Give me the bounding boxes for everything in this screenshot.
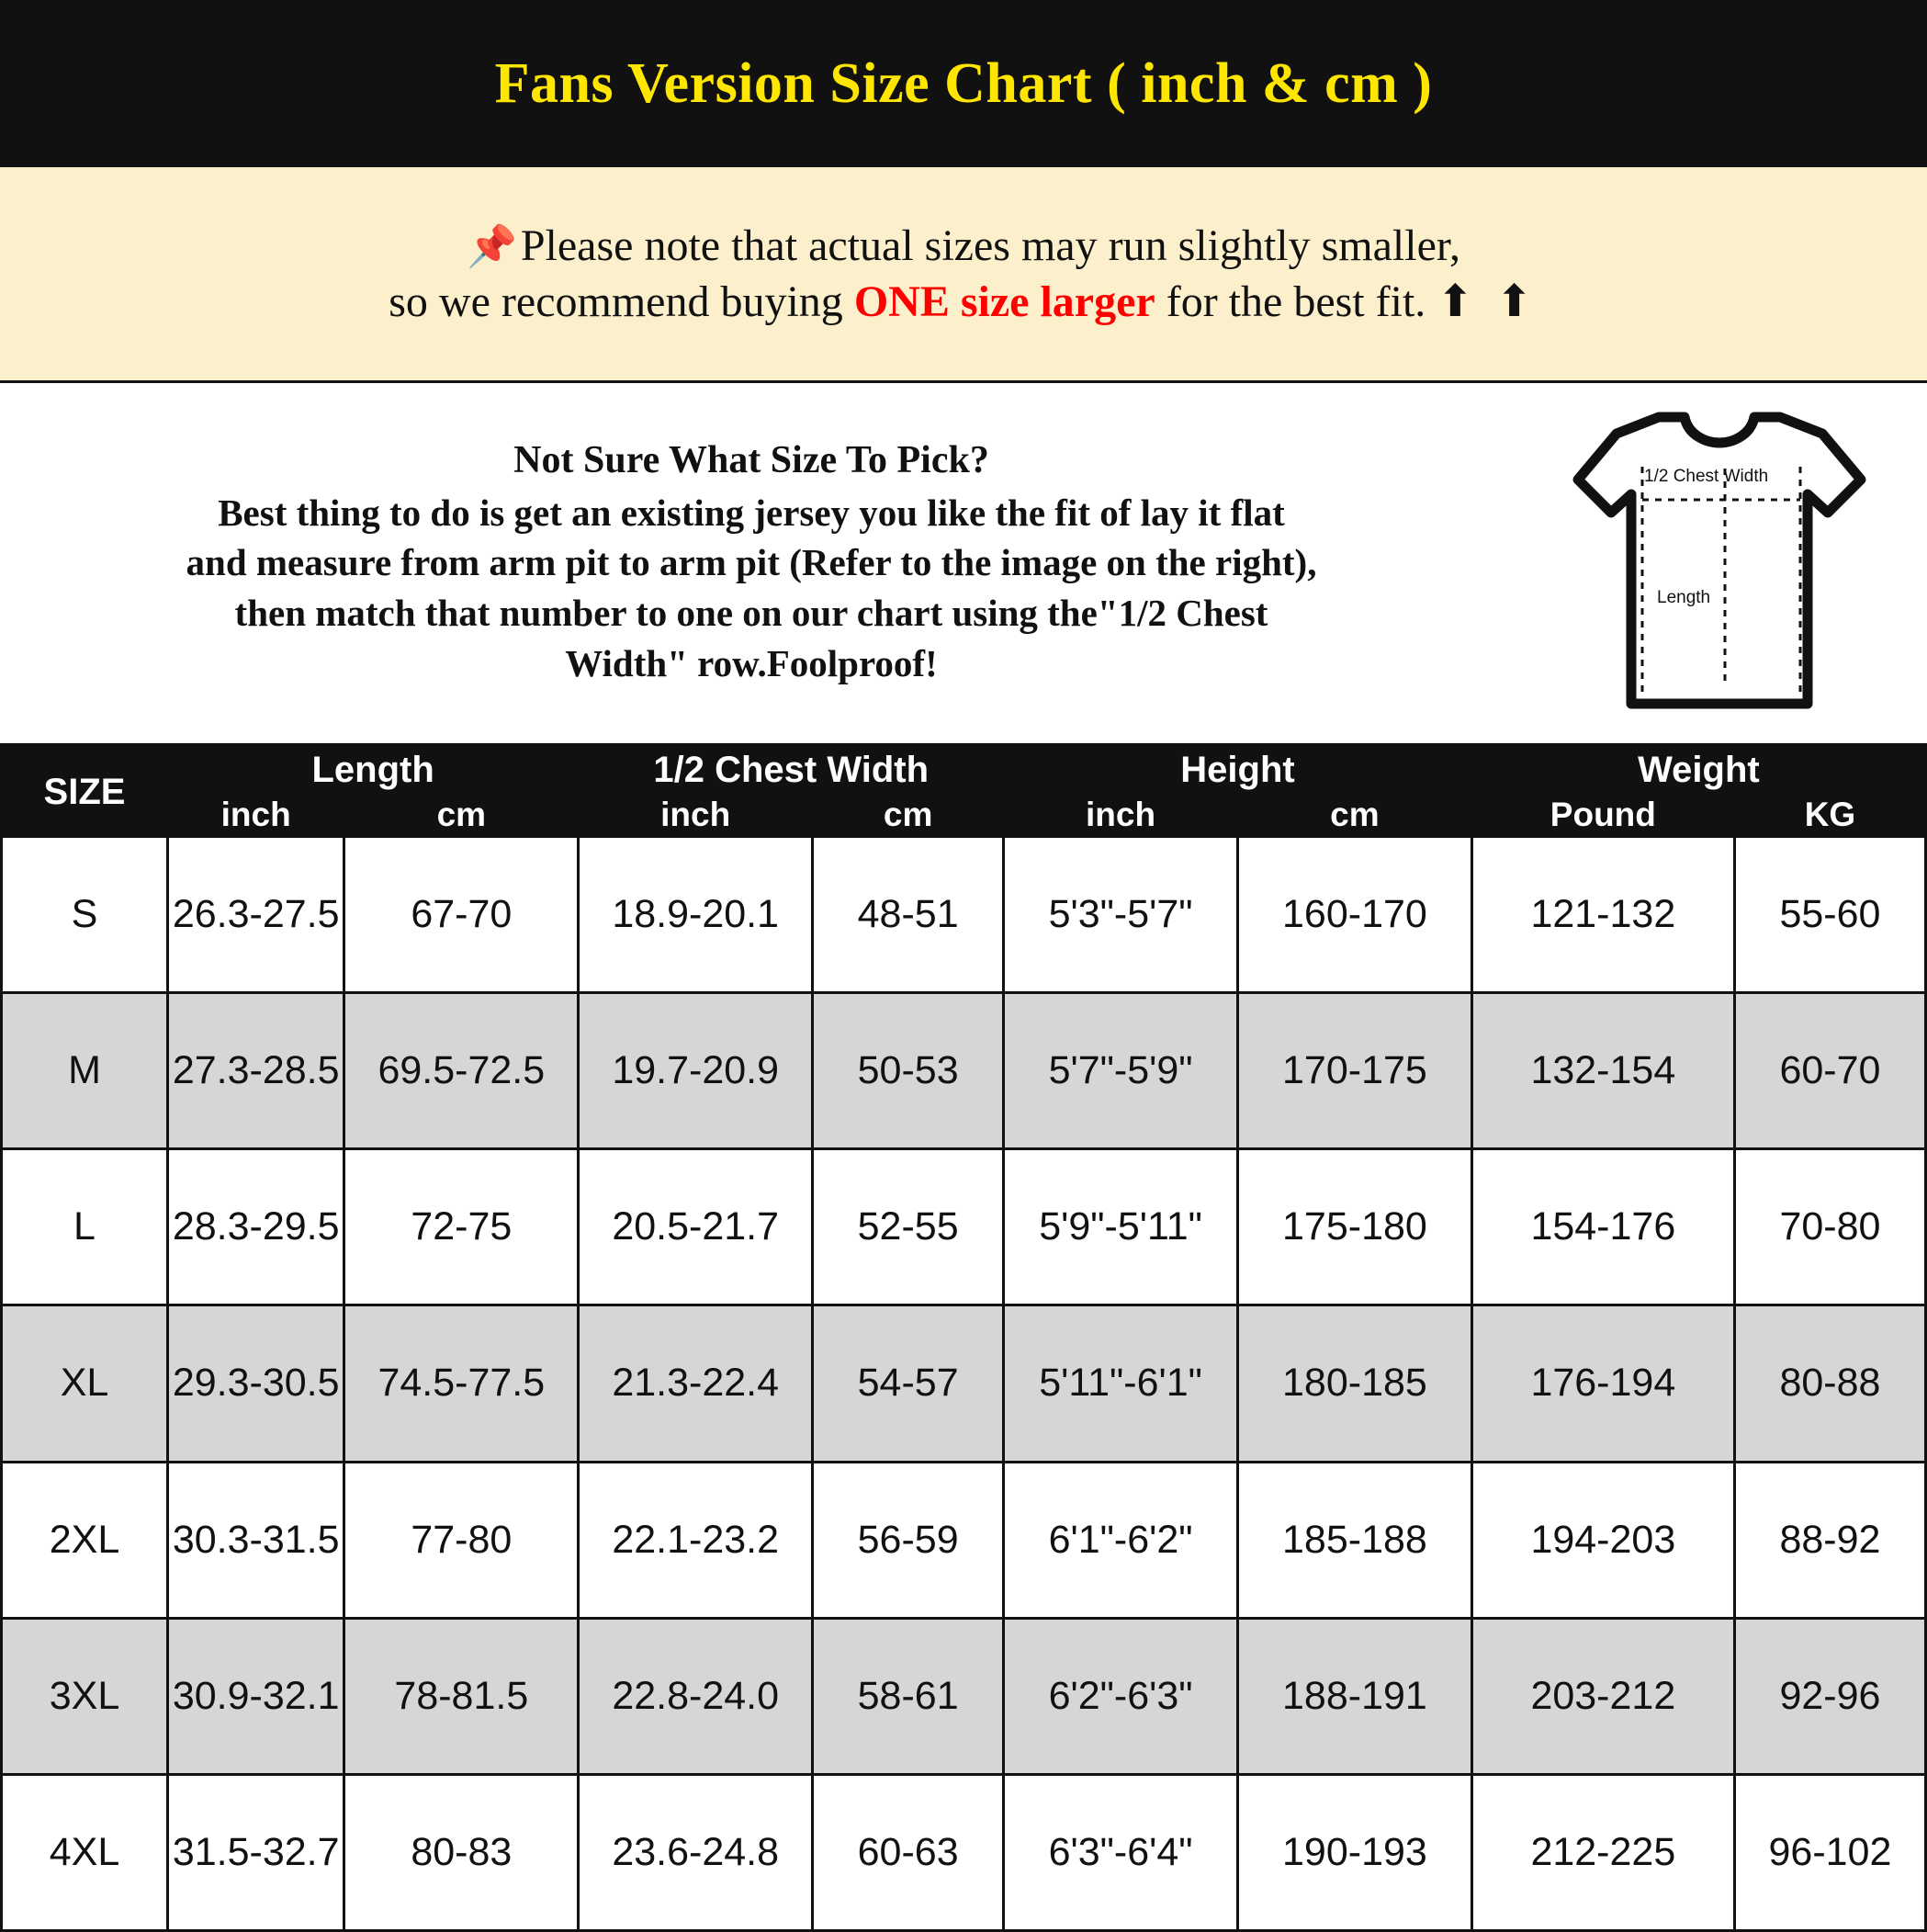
header-group-length: Length <box>167 748 578 794</box>
header-group-chest-width: 1/2 Chest Width <box>579 748 1004 794</box>
cell-length-inch: 30.3-31.5 <box>167 1462 344 1618</box>
cell-height-cm: 185-188 <box>1237 1462 1471 1618</box>
cell-chest-cm: 56-59 <box>813 1462 1004 1618</box>
cell-chest-inch: 22.8-24.0 <box>579 1618 813 1774</box>
cell-length-cm: 78-81.5 <box>344 1618 579 1774</box>
header-group-weight: Weight <box>1471 748 1925 794</box>
cell-height-cm: 170-175 <box>1237 993 1471 1149</box>
row-size: XL <box>2 1305 168 1462</box>
up-arrows-icon: ⬆ ⬆ <box>1437 277 1538 326</box>
cell-chest-inch: 19.7-20.9 <box>579 993 813 1149</box>
note-line-1 <box>467 218 1460 274</box>
cell-length-inch: 29.3-30.5 <box>167 1305 344 1462</box>
row-size: 2XL <box>2 1462 168 1618</box>
length-label: Length <box>1657 588 1711 607</box>
help-line-4: Width" row.Foolproof! <box>565 641 938 684</box>
cell-length-cm: 69.5-72.5 <box>344 993 579 1149</box>
cell-length-inch: 31.5-32.7 <box>167 1774 344 1930</box>
cell-height-cm: 160-170 <box>1237 837 1471 993</box>
cell-height-inch: 5'3"-5'7" <box>1004 837 1238 993</box>
table-row <box>2 1149 1926 1305</box>
note-banner <box>0 167 1927 383</box>
table-row <box>2 993 1926 1149</box>
header-unit-height-cm: cm <box>1237 794 1471 837</box>
header-unit-length-cm: cm <box>344 794 579 837</box>
row-size: 4XL <box>2 1774 168 1930</box>
header-unit-chest-inch: inch <box>579 794 813 837</box>
cell-weight-pound: 132-154 <box>1471 993 1734 1149</box>
cell-weight-pound: 176-194 <box>1471 1305 1734 1462</box>
header-unit-chest-cm: cm <box>813 794 1004 837</box>
table-row <box>2 1618 1926 1774</box>
cell-length-cm: 74.5-77.5 <box>344 1305 579 1462</box>
cell-length-cm: 67-70 <box>344 837 579 993</box>
row-size: L <box>2 1149 168 1305</box>
cell-weight-kg: 92-96 <box>1734 1618 1925 1774</box>
cell-chest-cm: 60-63 <box>813 1774 1004 1930</box>
pushpin-icon: 📌 <box>467 223 517 269</box>
cell-height-inch: 6'3"-6'4" <box>1004 1774 1238 1930</box>
note-line-1-text: Please note that actual sizes may run slightly smaller, <box>520 220 1460 270</box>
cell-height-inch: 5'7"-5'9" <box>1004 993 1238 1149</box>
header-unit-height-inch: inch <box>1004 794 1238 837</box>
table-row <box>2 1774 1926 1930</box>
table-head <box>2 748 1926 837</box>
row-size: 3XL <box>2 1618 168 1774</box>
cell-chest-inch: 21.3-22.4 <box>579 1305 813 1462</box>
cell-weight-kg: 60-70 <box>1734 993 1925 1149</box>
cell-weight-pound: 212-225 <box>1471 1774 1734 1930</box>
cell-weight-pound: 154-176 <box>1471 1149 1734 1305</box>
cell-height-inch: 6'1"-6'2" <box>1004 1462 1238 1618</box>
cell-length-cm: 72-75 <box>344 1149 579 1305</box>
cell-weight-kg: 70-80 <box>1734 1149 1925 1305</box>
table-row <box>2 837 1926 993</box>
cell-chest-cm: 52-55 <box>813 1149 1004 1305</box>
cell-length-cm: 80-83 <box>344 1774 579 1930</box>
cell-chest-inch: 20.5-21.7 <box>579 1149 813 1305</box>
cell-weight-pound: 203-212 <box>1471 1618 1734 1774</box>
cell-chest-cm: 48-51 <box>813 837 1004 993</box>
cell-length-inch: 28.3-29.5 <box>167 1149 344 1305</box>
help-line-1: Best thing to do is get an existing jersey you like the fit of lay it flat <box>218 491 1285 534</box>
header-size: SIZE <box>2 748 168 837</box>
table-unit-header-row <box>2 794 1926 837</box>
size-table <box>0 746 1927 1932</box>
header-unit-weight-kg: KG <box>1734 794 1925 837</box>
note-emphasis: ONE size larger <box>853 277 1155 326</box>
table-body <box>2 837 1926 1931</box>
row-size: M <box>2 993 168 1149</box>
cell-length-cm: 77-80 <box>344 1462 579 1618</box>
page-title: Fans Version Size Chart ( inch & cm ) <box>494 51 1433 115</box>
cell-chest-inch: 18.9-20.1 <box>579 837 813 993</box>
note-line-2 <box>389 274 1538 330</box>
cell-chest-inch: 23.6-24.8 <box>579 1774 813 1930</box>
tshirt-measure-icon <box>1504 412 1890 715</box>
sizing-help-section <box>0 383 1927 746</box>
note-line-2-prefix: so we recommend buying <box>389 277 854 326</box>
table-group-header-row <box>2 748 1926 794</box>
help-line-2: and measure from arm pit to arm pit (Refer to the image on the right), <box>186 541 1317 584</box>
header-unit-weight-pound: Pound <box>1471 794 1734 837</box>
cell-height-cm: 175-180 <box>1237 1149 1471 1305</box>
header-group-height: Height <box>1004 748 1472 794</box>
cell-weight-kg: 80-88 <box>1734 1305 1925 1462</box>
cell-length-inch: 27.3-28.5 <box>167 993 344 1149</box>
cell-length-inch: 26.3-27.5 <box>167 837 344 993</box>
chart-title-bar <box>0 0 1927 167</box>
cell-weight-pound: 194-203 <box>1471 1462 1734 1618</box>
header-unit-length-inch: inch <box>167 794 344 837</box>
cell-height-cm: 180-185 <box>1237 1305 1471 1462</box>
cell-height-cm: 188-191 <box>1237 1618 1471 1774</box>
row-size: S <box>2 837 168 993</box>
cell-chest-inch: 22.1-23.2 <box>579 1462 813 1618</box>
help-title: Not Sure What Size To Pick? <box>513 438 989 481</box>
cell-chest-cm: 50-53 <box>813 993 1004 1149</box>
cell-height-inch: 5'11"-6'1" <box>1004 1305 1238 1462</box>
tshirt-diagram <box>1495 407 1927 719</box>
cell-length-inch: 30.9-32.1 <box>167 1618 344 1774</box>
chest-width-label: 1/2 Chest Width <box>1644 467 1769 486</box>
note-line-2-suffix: for the best fit. <box>1155 277 1437 326</box>
cell-weight-pound: 121-132 <box>1471 837 1734 993</box>
cell-chest-cm: 54-57 <box>813 1305 1004 1462</box>
cell-chest-cm: 58-61 <box>813 1618 1004 1774</box>
cell-weight-kg: 55-60 <box>1734 837 1925 993</box>
cell-height-cm: 190-193 <box>1237 1774 1471 1930</box>
cell-weight-kg: 88-92 <box>1734 1462 1925 1618</box>
help-line-3: then match that number to one on our chart using the"1/2 Chest <box>234 592 1268 634</box>
cell-weight-kg: 96-102 <box>1734 1774 1925 1930</box>
sizing-help-text <box>0 438 1495 688</box>
table-row <box>2 1462 1926 1618</box>
table-row <box>2 1305 1926 1462</box>
cell-height-inch: 5'9"-5'11" <box>1004 1149 1238 1305</box>
cell-height-inch: 6'2"-6'3" <box>1004 1618 1238 1774</box>
